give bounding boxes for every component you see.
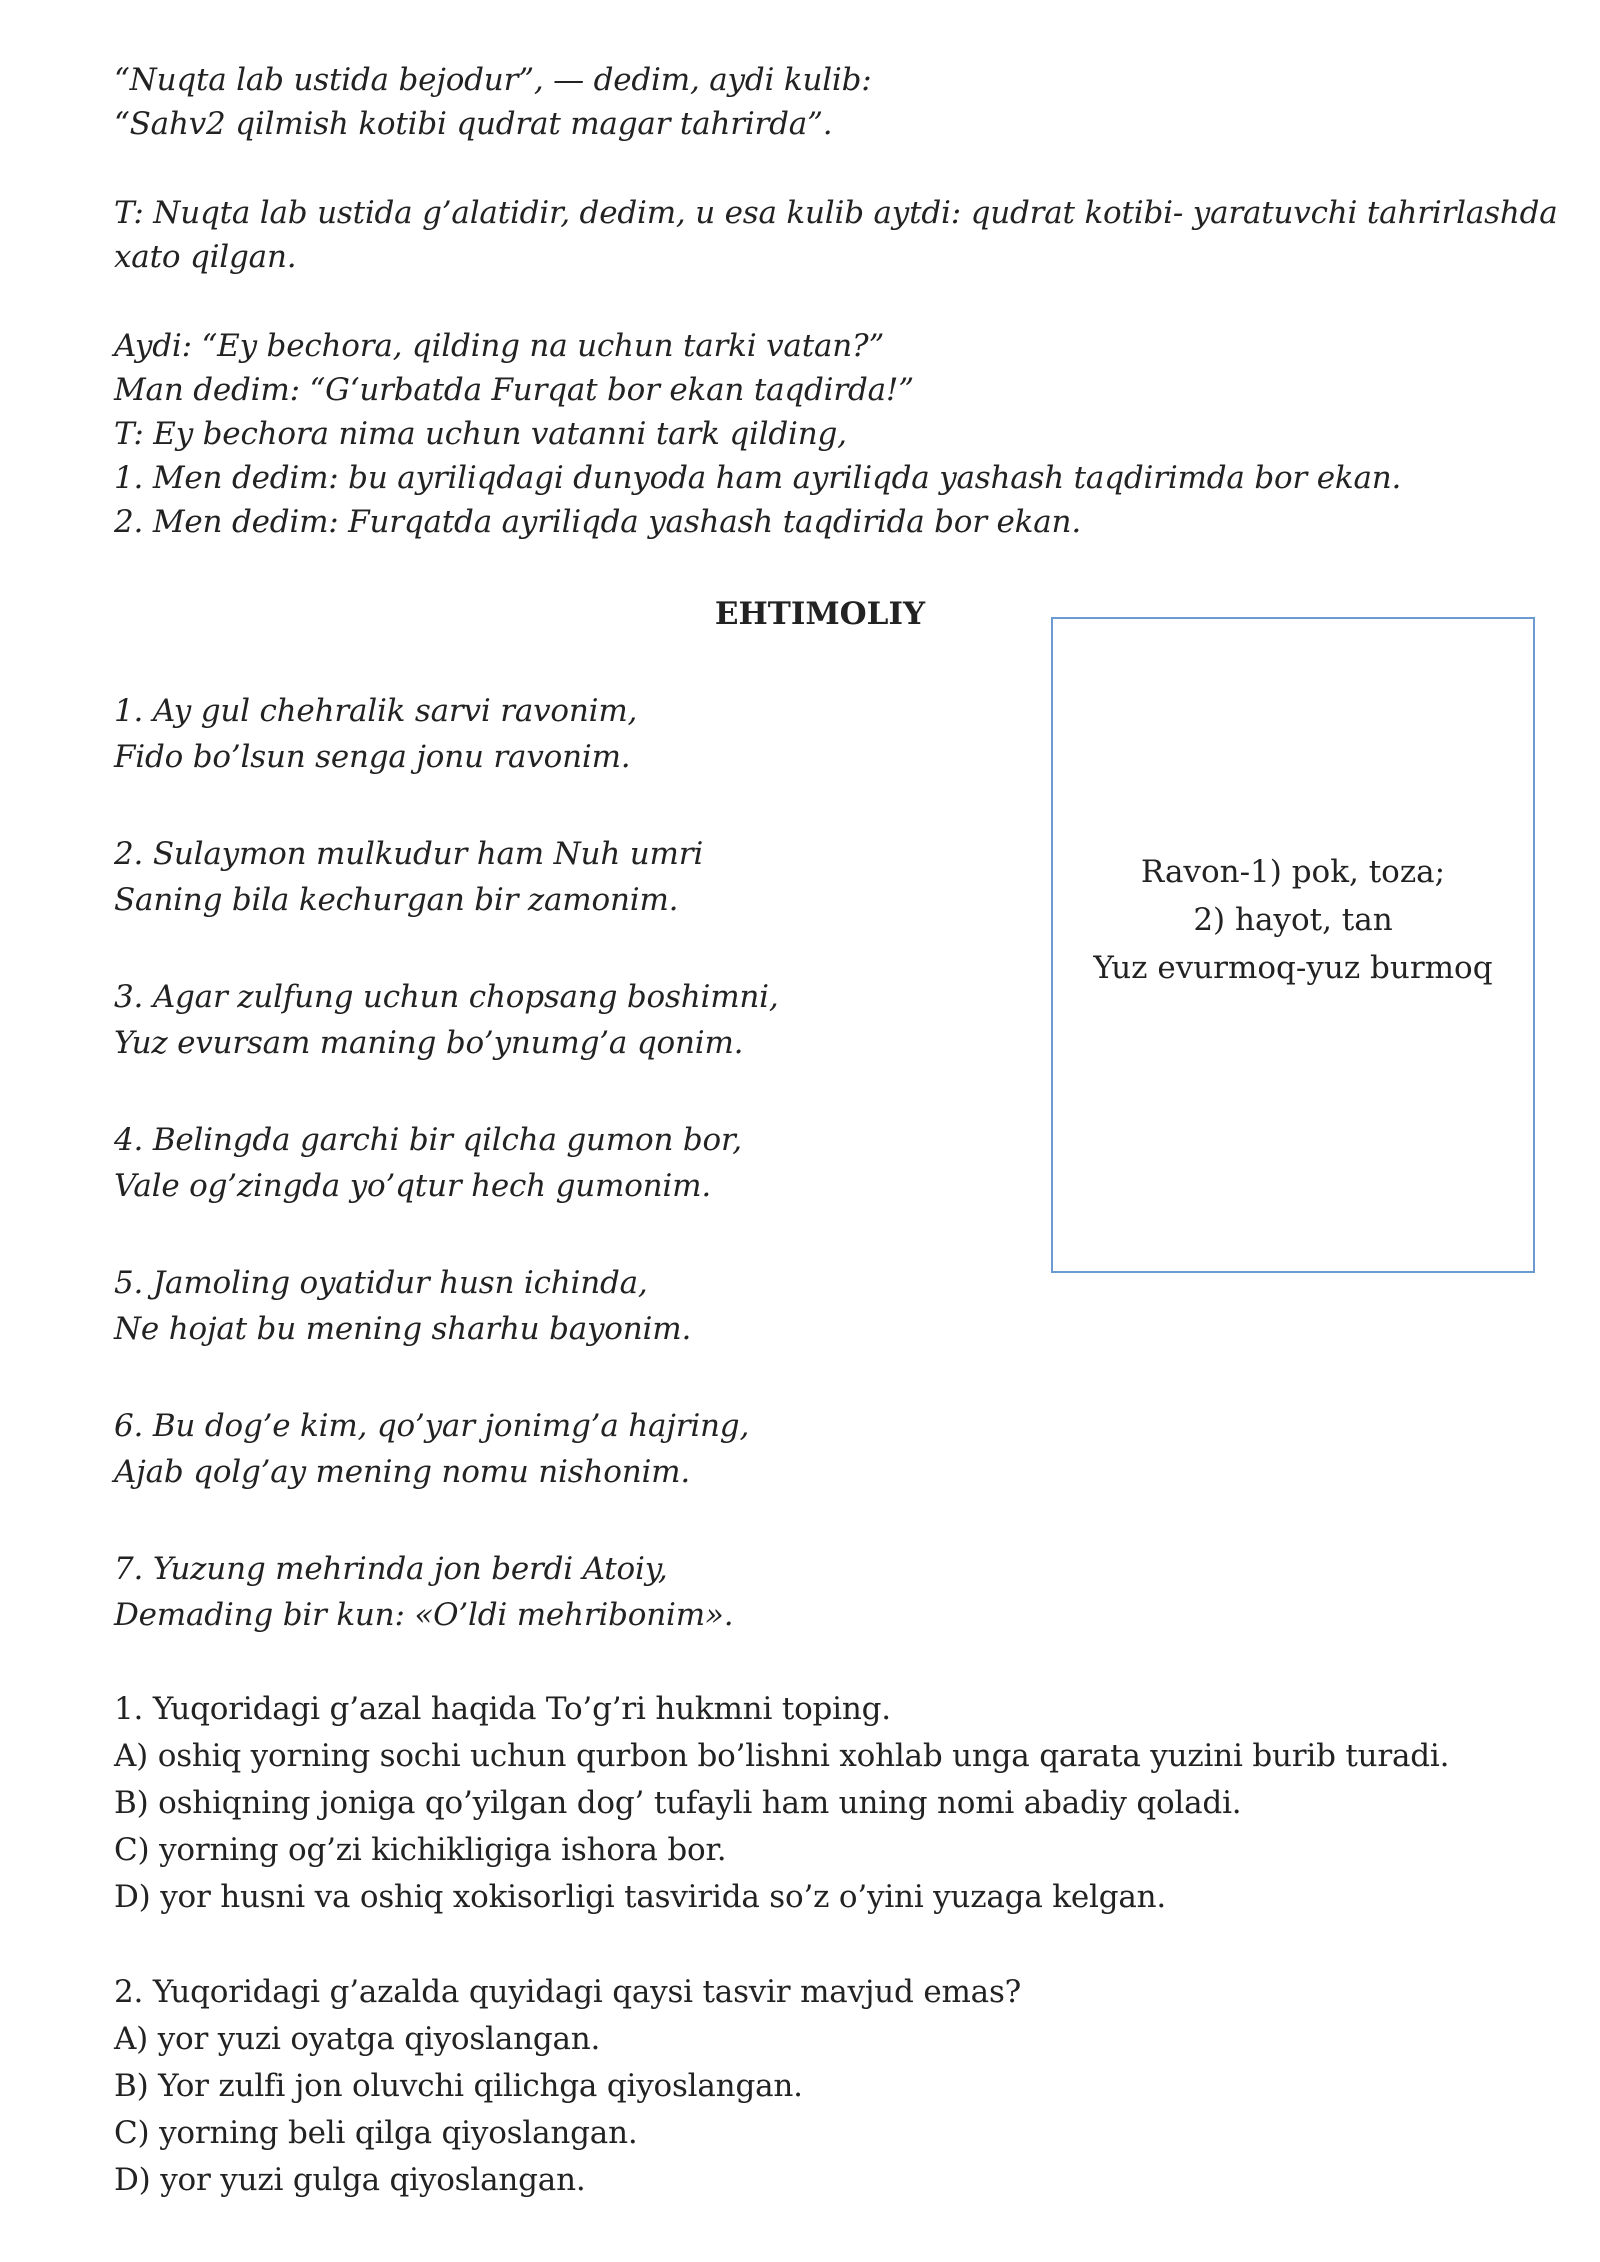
poem-line: 2. Sulaymon mulkudur ham Nuh umri xyxy=(114,836,704,872)
intro-line: 1. Men dedim: bu ayriliqdagi dunyoda ham ayriliqda yashash taqdirimda bor ekan. xyxy=(114,460,1402,496)
intro-line: Man dedim: “G‘urbatda Furqat bor ekan taqdirda!” xyxy=(114,372,914,408)
question-title: 2. Yuqoridagi g’azalda quyidagi qaysi tasvir mavjud emas? xyxy=(114,1974,1022,2010)
poem-line: 1. Ay gul chehralik sarvi ravonim, xyxy=(114,693,638,729)
poem-line: Ajab qolg’ay mening nomu nishonim. xyxy=(114,1454,691,1490)
glossary-box xyxy=(1051,617,1535,1273)
intro-line: “Nuqta lab ustida bejodur”, — dedim, aydi kulib: xyxy=(114,62,872,98)
intro-line: Aydi: “Ey bechora, qilding na uchun tarki vatan?” xyxy=(114,328,885,364)
answer-option: C) yorning beli qilga qiyoslangan. xyxy=(114,2115,638,2151)
poem-line: Fido bo’lsun senga jonu ravonim. xyxy=(114,739,631,775)
poem-line: Saning bila kechurgan bir zamonim. xyxy=(114,882,679,918)
poem-line: Ne hojat bu mening sharhu bayonim. xyxy=(114,1311,692,1347)
poem-line: Yuz evursam maning bo’ynumg’a qonim. xyxy=(114,1025,744,1061)
answer-option: D) yor husni va oshiq xokisorligi tasvirida so’z o’yini yuzaga kelgan. xyxy=(114,1879,1167,1915)
poem-line: 5. Jamoling oyatidur husn ichinda, xyxy=(114,1265,648,1301)
poem-line: 7. Yuzung mehrinda jon berdi Atoiy, xyxy=(114,1551,668,1587)
poem-line: 4. Belingda garchi bir qilcha gumon bor, xyxy=(114,1122,742,1158)
answer-option: A) oshiq yorning sochi uchun qurbon bo’lishni xohlab unga qarata yuzini burib turadi. xyxy=(114,1738,1450,1774)
intro-line: xato qilgan. xyxy=(114,239,297,275)
poem-line: 3. Agar zulfung uchun chopsang boshimni, xyxy=(114,979,779,1015)
answer-option: A) yor yuzi oyatga qiyoslangan. xyxy=(114,2021,601,2057)
answer-option: D) yor yuzi gulga qiyoslangan. xyxy=(114,2162,586,2198)
answer-option: B) oshiqning joniga qo’yilgan dog’ tufayli ham uning nomi abadiy qoladi. xyxy=(114,1785,1242,1821)
answer-option: C) yorning og’zi kichikligiga ishora bor. xyxy=(114,1832,727,1868)
answer-option: B) Yor zulfi jon oluvchi qilichga qiyoslangan. xyxy=(114,2068,803,2104)
intro-line: 2. Men dedim: Furqatda ayriliqda yashash taqdirida bor ekan. xyxy=(114,504,1081,540)
poem-line: Demading bir kun: «O’ldi mehribonim». xyxy=(114,1597,734,1633)
poem-line: Vale og’zingda yo’qtur hech gumonim. xyxy=(114,1168,711,1204)
intro-line: T: Nuqta lab ustida g’alatidir, dedim, u esa kulib aytdi: qudrat kotibi- yaratuvchi tahrirlashda xyxy=(114,195,1558,231)
poem-line: 6. Bu dog’e kim, qo’yar jonimg’a hajring, xyxy=(114,1408,750,1444)
intro-line: T: Ey bechora nima uchun vatanni tark qilding, xyxy=(114,416,847,452)
intro-line: “Sahv2 qilmish kotibi qudrat magar tahrirda”. xyxy=(114,106,833,142)
question-title: 1. Yuqoridagi g’azal haqida To’g’ri hukmni toping. xyxy=(114,1691,891,1727)
glossary-line: Ravon-1) pok, toza; xyxy=(1140,854,1446,890)
section-heading: EHTIMOLIY xyxy=(714,596,926,632)
glossary-line: Yuz evurmoq-yuz burmoq xyxy=(1093,950,1493,986)
glossary-line: 2) hayot, tan xyxy=(1193,902,1393,938)
